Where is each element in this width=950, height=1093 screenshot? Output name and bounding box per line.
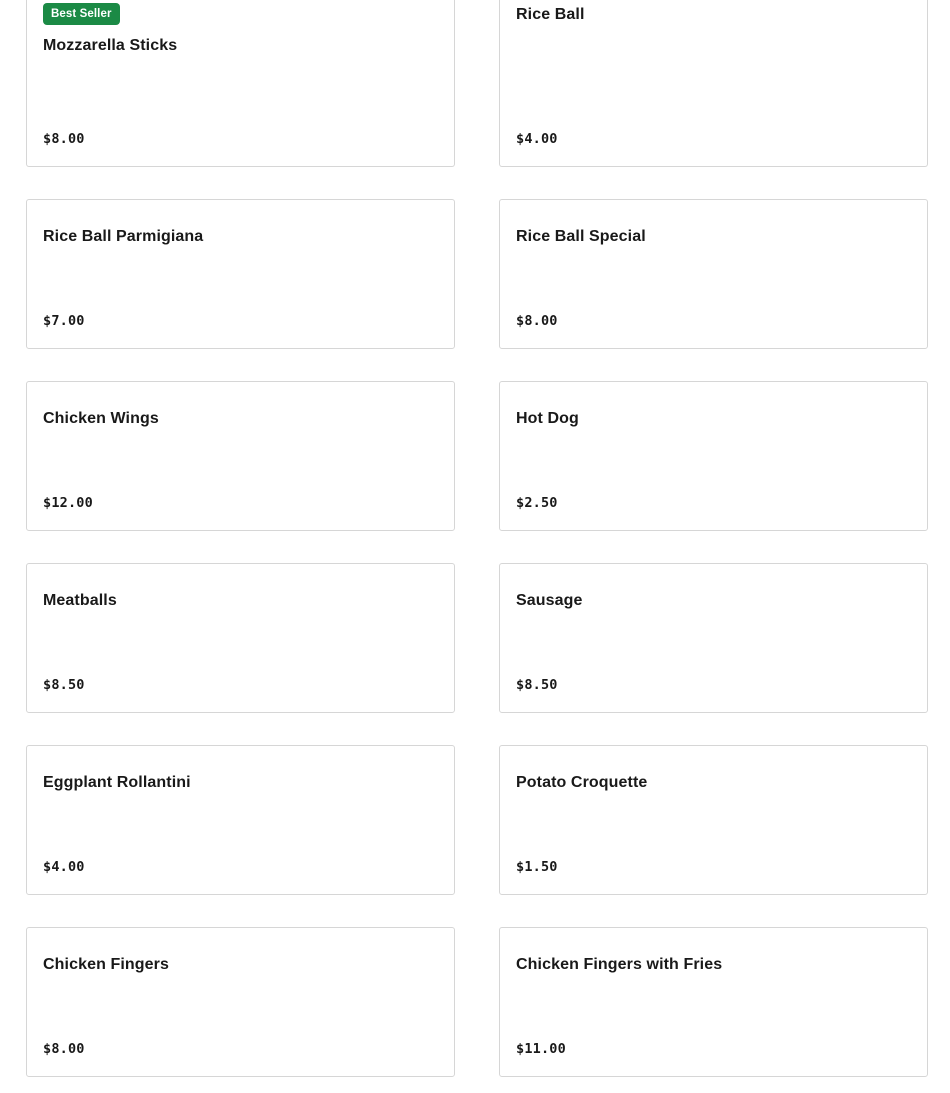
menu-item-price: $8.50: [43, 677, 85, 693]
menu-item-card-potato-croquette[interactable]: [499, 745, 928, 895]
menu-item-price: $7.00: [43, 313, 85, 329]
menu-item-card-chicken-wings[interactable]: [26, 381, 455, 531]
menu-item-name: Hot Dog: [516, 410, 579, 427]
menu-item-card-rice-ball-special[interactable]: [499, 199, 928, 349]
menu-item-name: Chicken Wings: [43, 410, 159, 427]
menu-item-price: $4.00: [43, 859, 85, 875]
menu-item-price: $12.00: [43, 495, 93, 511]
menu-item-name: Sausage: [516, 592, 583, 609]
menu-item-name: Chicken Fingers: [43, 956, 169, 973]
menu-item-name: Rice Ball Special: [516, 228, 646, 245]
menu-item-card-rice-ball[interactable]: [499, 0, 928, 167]
menu-item-price: $1.50: [516, 859, 558, 875]
menu-item-price: $8.00: [516, 313, 558, 329]
menu-item-name: Eggplant Rollantini: [43, 774, 191, 791]
menu-item-card-hot-dog[interactable]: [499, 381, 928, 531]
menu-item-price: $8.00: [43, 1041, 85, 1057]
menu-item-price: $4.00: [516, 131, 558, 147]
menu-item-card-mozzarella-sticks[interactable]: [26, 0, 455, 167]
menu-item-card-chicken-fingers-with-fries[interactable]: [499, 927, 928, 1077]
menu-item-price: $2.50: [516, 495, 558, 511]
menu-item-name: Rice Ball Parmigiana: [43, 228, 204, 245]
menu-item-card-meatballs[interactable]: [26, 563, 455, 713]
menu-item-card-eggplant-rollantini[interactable]: [26, 745, 455, 895]
best-seller-badge: Best Seller: [43, 3, 120, 25]
menu-item-name: Potato Croquette: [516, 774, 648, 791]
menu-item-name: Chicken Fingers with Fries: [516, 956, 723, 973]
menu-item-card-chicken-fingers[interactable]: [26, 927, 455, 1077]
menu-item-card-rice-ball-parmigiana[interactable]: [26, 199, 455, 349]
menu-item-price: $8.00: [43, 131, 85, 147]
menu-item-name: Meatballs: [43, 592, 117, 609]
menu-item-price: $11.00: [516, 1041, 566, 1057]
menu-item-price: $8.50: [516, 677, 558, 693]
menu-item-card-sausage[interactable]: [499, 563, 928, 713]
menu-item-name: Rice Ball: [516, 6, 585, 23]
menu-item-name: Mozzarella Sticks: [43, 37, 178, 54]
